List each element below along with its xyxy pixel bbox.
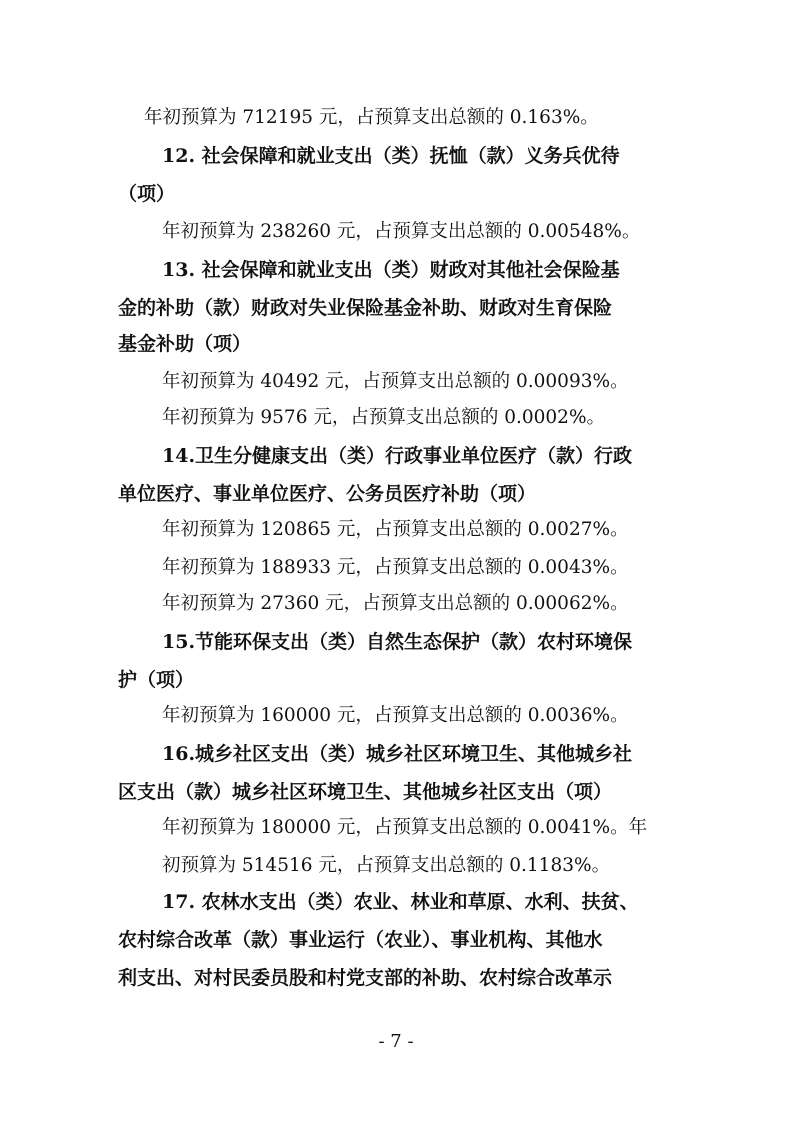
section-heading-12: 12. 社会保障和就业支出（类）抚恤（款）义务兵优待 bbox=[162, 145, 620, 167]
page-number: - 7 - bbox=[378, 1031, 414, 1052]
section-heading-15: 15.节能环保支出（类）自然生态保护（款）农村环境保 bbox=[162, 631, 633, 653]
section-heading-15-continued: 护（项） bbox=[118, 669, 195, 691]
section-heading-13-continued: 金的补助（款）财政对失业保险基金补助、财政对生育保险 bbox=[118, 297, 613, 319]
budget-line: 年初预算为 9576 元，占预算支出总额的 0.0002%。 bbox=[162, 407, 606, 428]
section-heading-13-continued: 基金补助（项） bbox=[118, 333, 252, 355]
section-heading-16-continued: 区支出（款）城乡社区环境卫生、其他城乡社区支出（项） bbox=[118, 781, 613, 803]
budget-line: 年初预算为 188933 元，占预算支出总额的 0.0043%。 bbox=[162, 557, 629, 578]
budget-line: 年初预算为 27360 元，占预算支出总额的 0.00062%。 bbox=[162, 593, 629, 614]
section-heading-17-continued: 农村综合改革（款）事业运行（农业）、事业机构、其他水 bbox=[118, 929, 603, 951]
section-heading-17-continued: 利支出、对村民委员股和村党支部的补助、农村综合改革示 bbox=[118, 967, 613, 989]
section-heading-12-continued: （项） bbox=[118, 183, 176, 205]
budget-line: 年初预算为 238260 元，占预算支出总额的 0.00548%。 bbox=[162, 221, 641, 242]
section-heading-13: 13. 社会保障和就业支出（类）财政对其他社会保险基 bbox=[162, 259, 620, 281]
section-heading-14-continued: 单位医疗、事业单位医疗、公务员医疗补助（项） bbox=[118, 483, 537, 505]
budget-line: 年初预算为 40492 元，占预算支出总额的 0.00093%。 bbox=[162, 371, 629, 392]
section-heading-17: 17. 农林水支出（类）农业、林业和草原、水利、扶贫、 bbox=[162, 891, 639, 913]
budget-line: 年初预算为 120865 元，占预算支出总额的 0.0027%。 bbox=[162, 519, 629, 540]
section-heading-16: 16.城乡社区支出（类）城乡社区环境卫生、其他城乡社 bbox=[162, 743, 633, 765]
budget-line: 初预算为 514516 元，占预算支出总额的 0.1183%。 bbox=[162, 855, 611, 876]
section-heading-14: 14.卫生分健康支出（类）行政事业单位医疗（款）行政 bbox=[162, 445, 633, 467]
budget-line: 年初预算为 712195 元，占预算支出总额的 0.163%。 bbox=[144, 107, 599, 128]
budget-line: 年初预算为 180000 元，占预算支出总额的 0.0041%。年 bbox=[162, 817, 648, 838]
budget-line: 年初预算为 160000 元，占预算支出总额的 0.0036%。 bbox=[162, 705, 629, 726]
